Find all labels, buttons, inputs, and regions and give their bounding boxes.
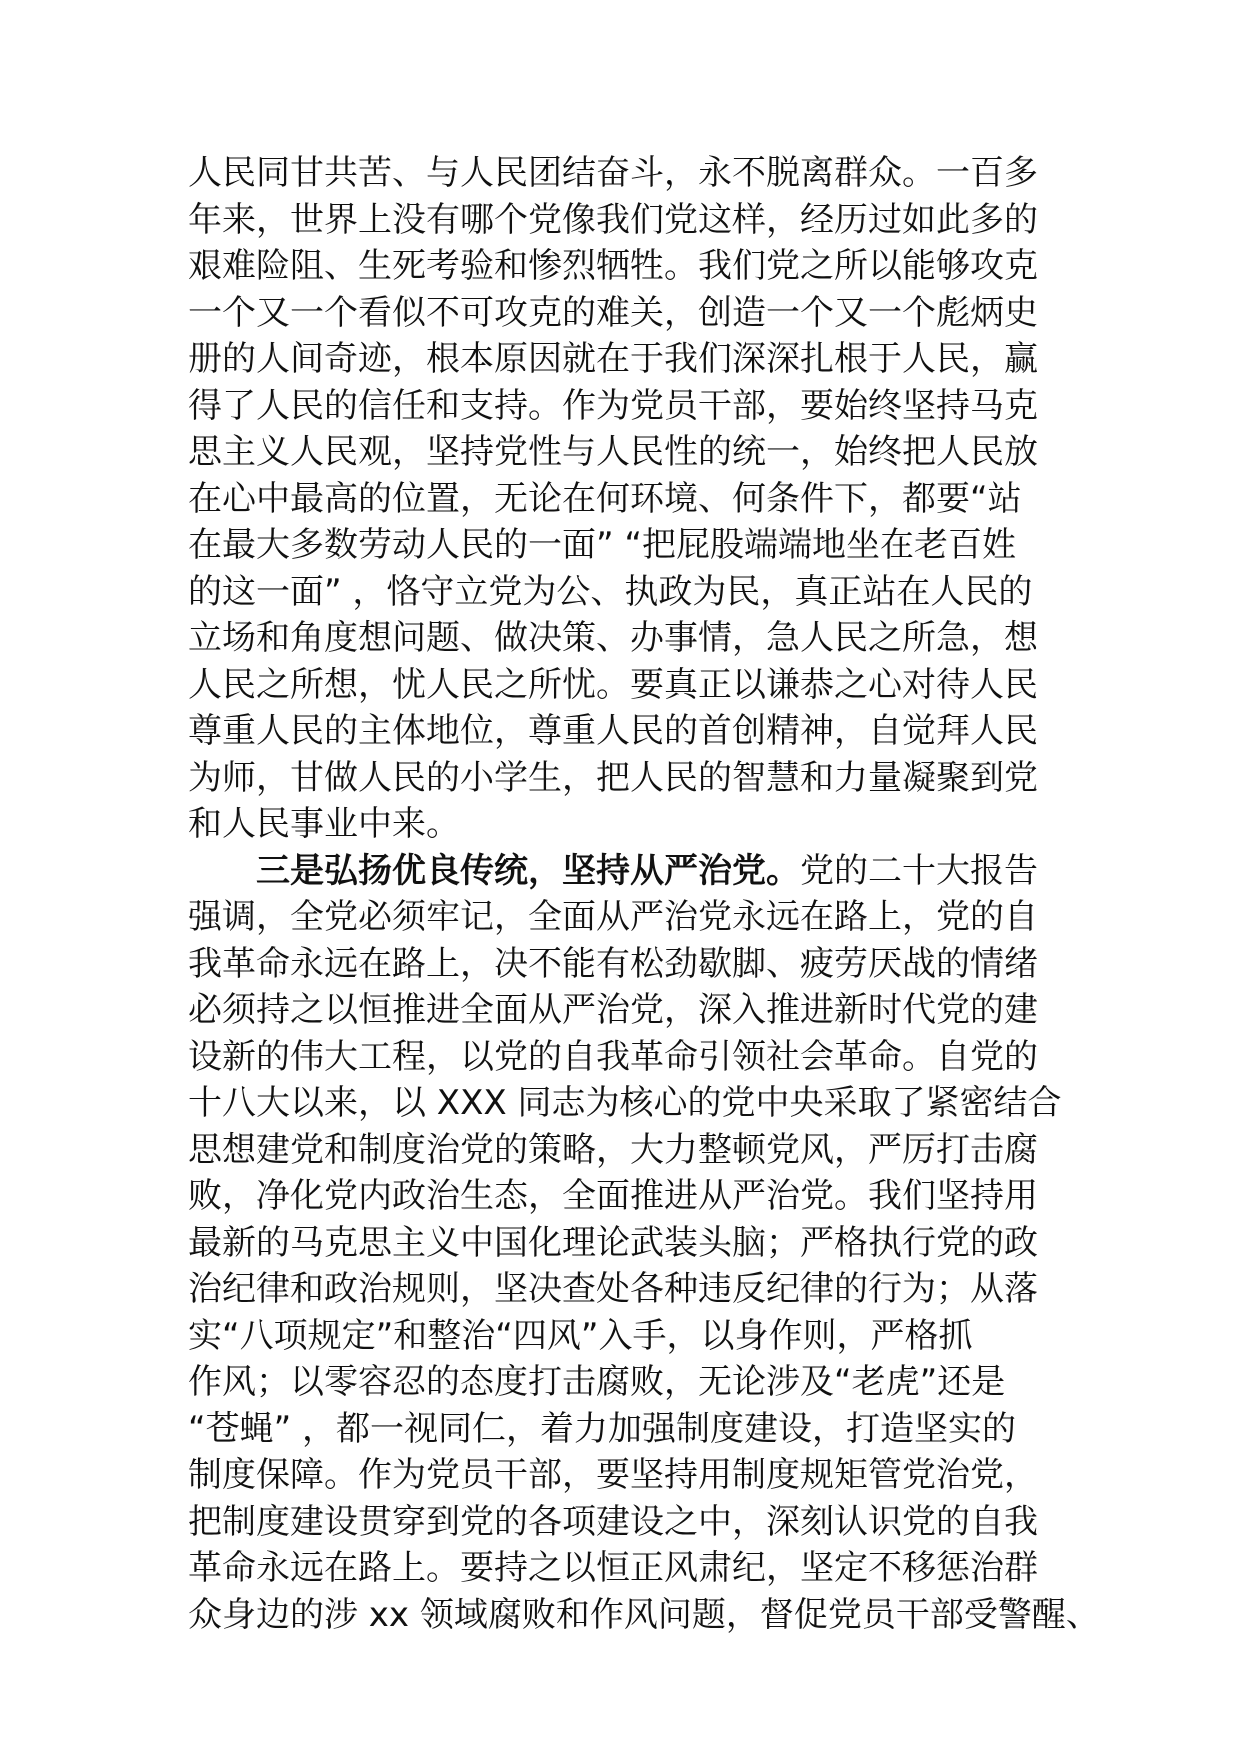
text-line: 册的人间奇迹，根本原因就在于我们深深扎根于人民，赢 <box>188 339 1038 379</box>
text-line: 立场和角度想问题、做决策、办事情，急人民之所急，想 <box>188 618 1038 658</box>
text-line: 众身边的涉 xx 领域腐败和作风问题，督促党员干部受警醒、 <box>188 1594 1100 1635</box>
paragraph-people <box>188 150 1068 848</box>
text-line: 作风；以零容忍的态度打击腐败，无论涉及“老虎”还是 <box>188 1362 1006 1402</box>
text-line: 艰难险阻、生死考验和惨烈牺牲。我们党之所以能够攻克 <box>188 246 1038 286</box>
text-line: 革命永远在路上。要持之以恒正风肃纪，坚定不移惩治群 <box>188 1548 1038 1588</box>
text-line: 尊重人民的主体地位，尊重人民的首创精神，自觉拜人民 <box>188 711 1038 751</box>
text-line: 最新的马克思主义中国化理论武装头脑；严格执行党的政 <box>188 1222 1038 1263</box>
text-line: 思想建党和制度治党的策略，大力整顿党风，严厉打击腐 <box>188 1129 1038 1170</box>
text-line: 思主义人民观，坚持党性与人民性的统一，始终把人民放 <box>188 432 1038 472</box>
text-line: 治纪律和政治规则，坚决查处各种违反纪律的行为；从落 <box>188 1269 1038 1309</box>
text-line: 十八大以来，以 XXX 同志为核心的党中央采取了紧密结合 <box>188 1083 1062 1123</box>
text-line: 人民之所想，忧人民之所忧。要真正以谦恭之心对待人民 <box>188 664 1038 705</box>
text-line: 强调，全党必须牢记，全面从严治党永远在路上，党的自 <box>188 897 1038 937</box>
text-line: 和人民事业中来。 <box>188 804 460 844</box>
text-line: 把制度建设贯穿到党的各项建设之中，深刻认识党的自我 <box>188 1501 1038 1542</box>
paragraph-first-line <box>188 848 1068 895</box>
text-line: 我革命永远在路上，决不能有松劲歇脚、疲劳厌战的情绪 <box>188 943 1038 984</box>
text-line: 的这一面” ，恪守立党为公、执政为民，真正站在人民的 <box>188 571 1033 612</box>
paragraph-party-discipline <box>188 848 1100 1639</box>
text-line: 制度保障。作为党员干部，要坚持用制度规矩管党治党， <box>188 1455 1038 1495</box>
text-line: 实“八项规定”和整治“四风”入手，以身作则，严格抓 <box>188 1315 973 1356</box>
text-line: 为师，甘做人民的小学生，把人民的智慧和力量凝聚到党 <box>188 757 1038 798</box>
text-line: 得了人民的信任和支持。作为党员干部，要始终坚持马克 <box>188 385 1038 426</box>
text-line: 必须持之以恒推进全面从严治党，深入推进新时代党的建 <box>188 990 1038 1030</box>
text-line: 一个又一个看似不可攻克的难关，创造一个又一个彪炳史 <box>188 292 1038 333</box>
section-heading: 三是弘扬优良传统，坚持从严治党。 <box>256 850 800 891</box>
text-line: 败，净化党内政治生态，全面推进从严治党。我们坚持用 <box>188 1176 1038 1216</box>
text-line: 设新的伟大工程，以党的自我革命引领社会革命。自党的 <box>188 1036 1038 1077</box>
heading-continuation: 党的二十大报告 <box>800 850 1038 891</box>
text-line: 在最大多数劳动人民的一面” “把屁股端端地坐在老百姓 <box>188 525 1017 565</box>
text-line: “苍蝇” ，都一视同仁，着力加强制度建设，打造坚实的 <box>188 1408 1017 1449</box>
text-line: 年来，世界上没有哪个党像我们党这样，经历过如此多的 <box>188 199 1038 240</box>
text-line: 在心中最高的位置，无论在何环境、何条件下，都要“站 <box>188 478 1022 519</box>
text-line: 人民同甘共苦、与人民团结奋斗，永不脱离群众。一百多 <box>188 153 1038 193</box>
document-page <box>188 150 1100 1638</box>
